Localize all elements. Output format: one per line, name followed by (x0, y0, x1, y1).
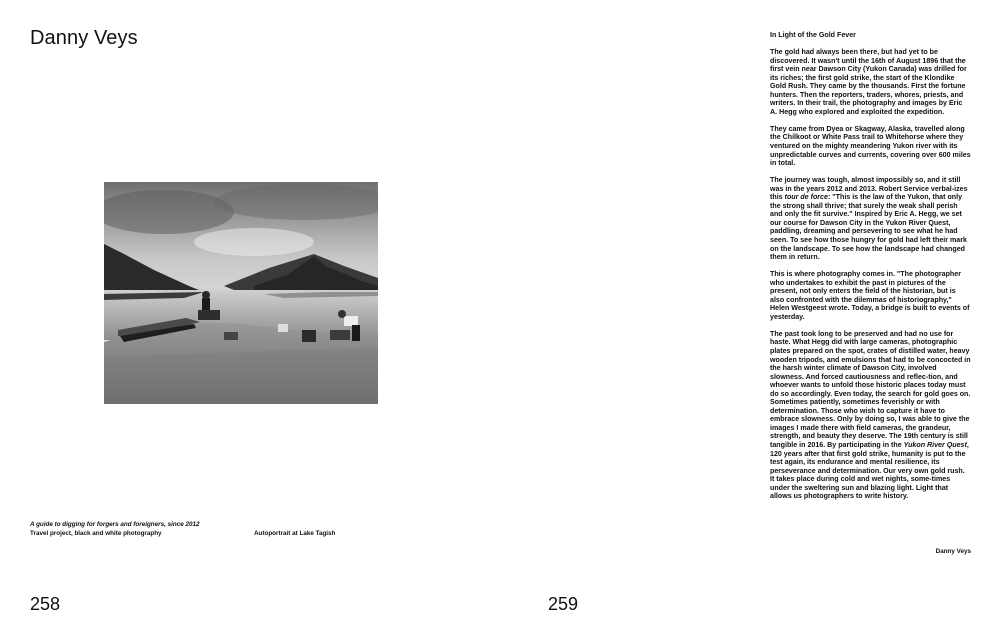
essay-paragraph-5: The past took long to be preserved and had no use for haste. What Hegg did with large cameras, photographic plates prepared on the spot, crates of distilled water, heavy wooden tripods, and emulsions that had to be concocted in the harsh winter climate of Dawson City, involved slowness. And forced cautiousness and reflec-tion, and whoever wants to unfold those historic places today must do so accordingly. Even today, the search for gold goes on. Sometimes patiently, sometimes feverishly or with determination. Those who wish to capture it have to embrace slowness. Only by doing so, I was able to give the images I made there with field cameras, the grandeur, strength, and beauty they deserve. The 19th century is still tangible in 2016. By participating in the Yukon River Quest, 120 years after that first gold strike, humanity is put to the test again, its endurance and mental resilience, its perseverance and determination. Our very own gold rush. It takes place during cold and wet nights, some-times under the sweltering sun and blazing light. Light that allows us photographers to write history. (770, 329, 971, 501)
essay (770, 31, 971, 509)
photo-caption (30, 521, 199, 538)
author-name: Danny Veys (30, 27, 138, 49)
page-number-right: 259 (548, 594, 579, 614)
essay-paragraph-3: The journey was tough, almost impossibly so, and it still was in the years 2012 and 2013. Robert Service verbal-izes this tour de force: "This is the law of the Yukon, that only the strong shall thrive; that surely the weak shall perish and only the fit survive." Inspired by Eric A. Hegg, we set our course for Dawson City in the Yukon River Quest, paddling, dreaming and persevering to see what he had seen. To see how those hungry for gold had left their mark on the landscape. To see how the landscape had changed them in return. (770, 176, 968, 262)
right-page (500, 0, 1000, 643)
essay-paragraph-1: The gold had always been there, but had yet to be discovered. It wasn't until the 16th of August 1896 that the first vein near Dawson City (Yukon Canada) was drilled for its riches; the first gold strike, the start of the Klondike Gold Rush. They came by the thousands. First the fortune hunters. Then the reporters, traders, whores, priests, and writers. In their trail, the photography and images by Eric A. Hegg who explored and exploited the expedition. (770, 48, 967, 116)
essay-title: In Light of the Gold Fever (770, 31, 856, 39)
caption-project-type: Travel project, black and white photography (30, 529, 162, 537)
essay-paragraph-2: They came from Dyea or Skagway, Alaska, travelled along the Chilkoot or White Pass trail to Whitehorse where they ventured on the mighty meandering Yukon river with its unpredictable curves and currents, covering over 600 miles in total. (770, 124, 971, 168)
lake-tagish-photo (104, 182, 378, 404)
photo-title: Autoportrait at Lake Tagish (254, 530, 336, 537)
page-number-left: 258 (30, 594, 61, 614)
essay-signature: Danny Veys (935, 548, 971, 555)
caption-subtitle: A guide to digging for forgers and foreigners, since 2012 (30, 521, 200, 528)
essay-paragraph-4: This is where photography comes in. "The photographer who undertakes to exhibit the past in pictures of the present, not only enters the field of the historian, but is also confronted with the dilemmas of historiography," Helen Westgeest wrote. Today, a bridge is built to events of yesterday. (770, 270, 970, 321)
